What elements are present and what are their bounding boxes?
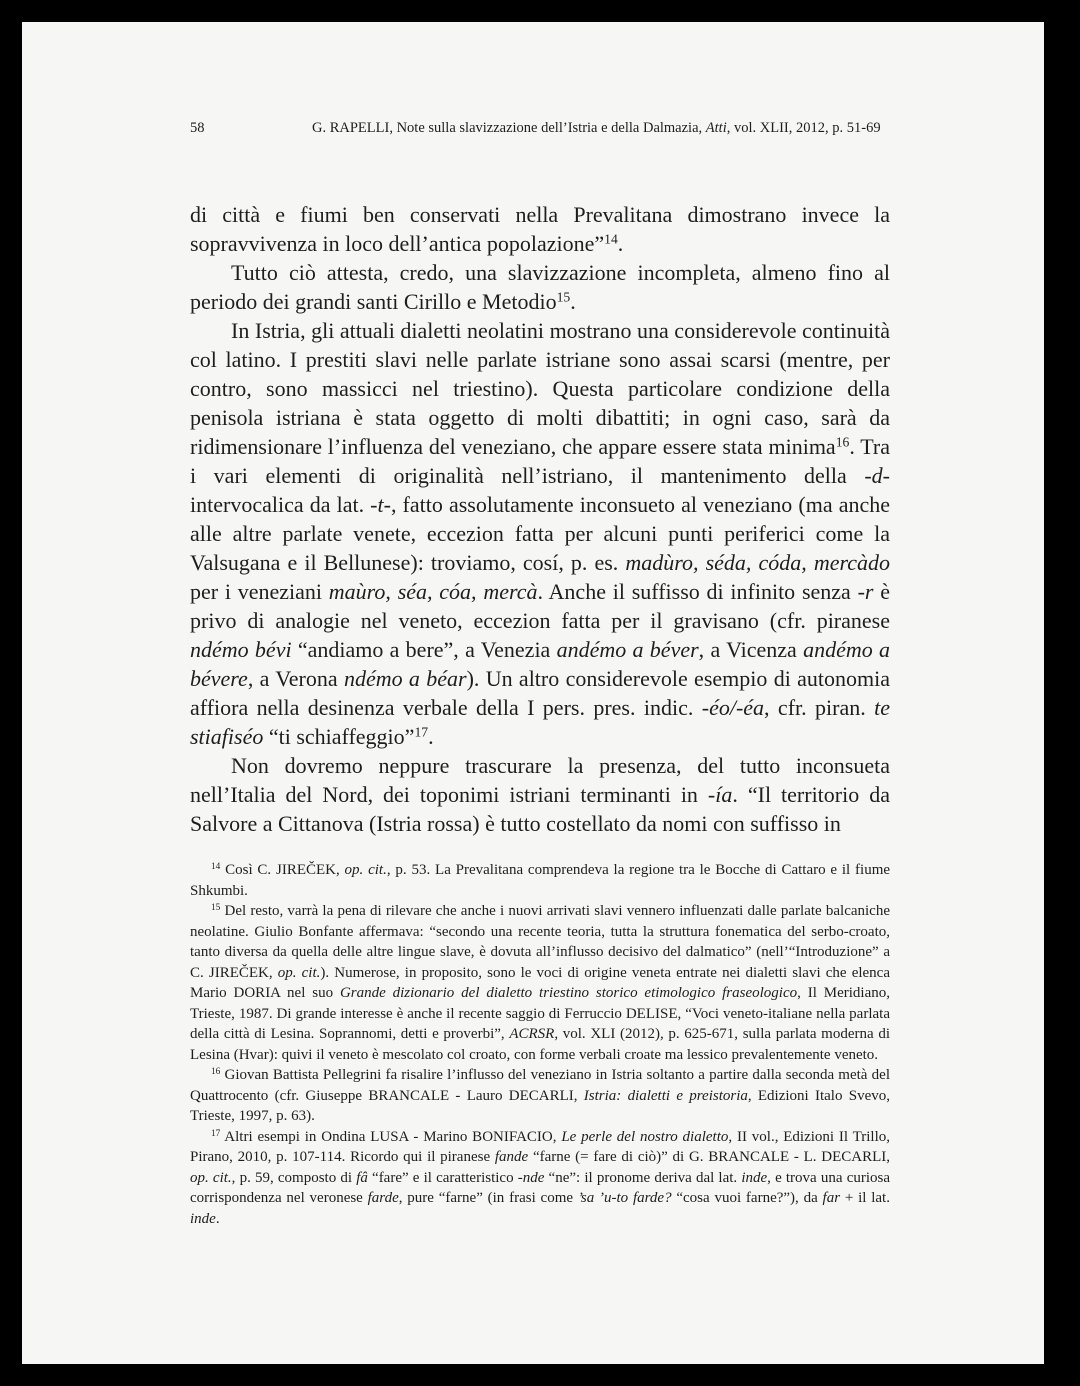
paragraph-text: di città e fiumi ben conservati nella Prevalitana dimostrano invece la sopravvivenza in loco dell’antica popolazione” <box>190 202 890 256</box>
footnote-text: Così C. JIREČEK, <box>220 862 345 878</box>
paragraph-text: , cfr. piran. <box>764 695 875 720</box>
footnote-italic: farde <box>367 1190 399 1206</box>
italic-term: -t- <box>370 492 391 517</box>
footnote-ref-16[interactable]: 16 <box>835 434 850 450</box>
paragraph-text: , fatto assolutamente inconsueto al veneziano (ma anche alle altre parlate venete, eccezion fatta per alcuni punti periferici come la Valsugana e il Bellunese): troviamo, cosí, p. es. <box>190 492 890 575</box>
paragraph-text: . <box>617 231 624 256</box>
italic-term: maùro, séa, cóa, mercà <box>328 579 538 604</box>
paragraph-text: Non dovremo neppure trascurare la presenza, del tutto inconsueta nell’Italia del Nord, dei toponimi istriani terminanti in <box>190 753 890 807</box>
paragraph-text: Tutto ciò attesta, credo, una slavizzazione incompleta, almeno fino al periodo dei grandi santi Cirillo e Metodio <box>190 260 890 314</box>
paragraph-text: . Anche il suffisso di infinito senza <box>537 579 858 604</box>
footnote-italic: op. cit. <box>190 1169 232 1186</box>
footnote-ref-14[interactable]: 14 <box>604 231 618 247</box>
footnote-number: 15 <box>211 902 221 913</box>
body-text <box>190 200 890 838</box>
footnote-text: , Il Meridiano, Trieste, 1987. Di grande interesse è anche il recente saggio di Ferruccio DELISE, “Voci veneto-italiane nella parlata della città di Lesina. Soprannomi, detti e proverbi”, <box>190 985 890 1042</box>
italic-term: -d- <box>864 463 890 488</box>
paragraph-4 <box>190 751 890 838</box>
footnote-text: Del resto, varrà la pena di rilevare che anche i nuovi arrivati slavi vennero influenzati dalle parlate balcaniche neolatine. Giulio Bonfante affermava: “secondo una recente teoria, tutta la struttura fonematica del serbo-croato, tanto diversa da quella delle altre lingue slave, è dovuta all’influsso decisivo del dalmatico” (nell’“Introduzione” a C. JIREČEK, <box>190 903 890 981</box>
paragraph-1 <box>190 200 890 258</box>
footnote-italic: fâ <box>356 1169 368 1186</box>
footnote-17 <box>190 1127 890 1230</box>
paragraph-text: “ti schiaffeggio” <box>263 724 415 749</box>
footnote-italic: ’sa ’u-to farde? <box>577 1190 672 1206</box>
italic-term: andémo a bévere <box>190 637 891 691</box>
italic-term: ndémo bévi <box>190 637 292 662</box>
italic-term: ndémo a béar <box>343 666 467 691</box>
footnote-text: . <box>215 1210 220 1227</box>
italic-term: -ía <box>707 782 733 807</box>
paragraph-2 <box>190 258 890 316</box>
running-head-author-title: G. RAPELLI, Note sulla slavizzazione dell’Istria e della Dalmazia, <box>312 120 706 136</box>
footnote-italic: inde <box>190 1210 216 1227</box>
footnote-text: “farne (= fare di ciò)” di G. BRANCALE - L. DECARLI, <box>528 1149 891 1165</box>
footnote-15 <box>190 901 890 1065</box>
page-number: 58 <box>190 120 205 136</box>
italic-term: -r <box>857 579 874 604</box>
running-head <box>312 120 881 137</box>
footnote-text: , p. 53. La Prevalitana comprendeva la regione tra le Bocche di Cattaro e il fiume Shkumbi. <box>190 862 891 899</box>
footnote-text: , Edizioni Italo Svevo, Trieste, 1997, p. 63). <box>190 1087 890 1124</box>
paragraph-text: ). Un altro considerevole esempio di autonomia affiora nella desinenza verbale della I pers. pres. indic. <box>190 666 890 720</box>
footnote-text: “cosa vuoi farne?”), da <box>671 1190 823 1206</box>
footnote-text: ). Numerose, in proposito, sono le voci di origine veneta entrate nei dialetti slavi che elenca Mario DORIA nel suo <box>190 964 890 1001</box>
document-page <box>22 22 1044 1364</box>
paragraph-text: . “Il territorio da Salvore a Cittanova (Istria rossa) è tutto costellato da nomi con suffisso in <box>190 782 890 836</box>
footnote-italic: far <box>822 1190 841 1206</box>
footnote-italic: ACRSR <box>509 1026 555 1042</box>
paragraph-text: è privo di analogie nel veneto, eccezion fatta per il gravisano (cfr. piranese <box>190 579 890 633</box>
page-header <box>22 116 1044 146</box>
paragraph-text: . Tra i vari elementi di originalità nell’istriano, il mantenimento della <box>190 434 890 488</box>
italic-term: madùro, séda, códa, mercàdo <box>625 550 890 575</box>
paragraph-text: intervocalica da lat. <box>190 492 371 517</box>
italic-term: andémo a béver <box>556 637 699 662</box>
running-head-volume: , vol. XLII, 2012, p. 51-69 <box>726 120 881 136</box>
footnote-italic: inde <box>741 1169 768 1186</box>
footnote-text: Altri esempi in Ondina LUSA - Marino BONIFACIO, <box>220 1128 562 1145</box>
footnote-ref-15[interactable]: 15 <box>556 289 571 305</box>
footnote-italic: Istria: dialetti e preistoria <box>583 1087 748 1104</box>
footnote-italic: op. cit. <box>277 964 321 981</box>
footnote-number: 16 <box>211 1066 221 1077</box>
paragraph-text: , a Vicenza <box>698 637 804 662</box>
paragraph-text: , a Verona <box>247 666 344 691</box>
italic-term: te stiafiséo <box>190 695 890 749</box>
footnote-ref-17[interactable]: 17 <box>414 724 429 740</box>
footnote-text: + il lat. <box>840 1190 890 1206</box>
footnote-italic: -nde <box>517 1169 545 1186</box>
footnote-number: 14 <box>211 861 221 872</box>
paragraph-text: . <box>570 289 576 314</box>
italic-term: -éo/-éa <box>701 695 765 720</box>
footnote-16 <box>190 1065 890 1127</box>
footnote-text: , p. 59, composto di <box>231 1169 357 1186</box>
paragraph-text: . <box>428 724 434 749</box>
footnote-number: 17 <box>211 1128 221 1139</box>
footnote-14 <box>190 860 890 901</box>
footnote-text: , e trova una curiosa corrispondenza nel veronese <box>190 1169 891 1206</box>
footnote-text: Giovan Battista Pellegrini fa risalire l’influsso del veneziano in Istria soltanto a partire dalla seconda metà del Quattrocento (cfr. Giuseppe BRANCALE - Lauro DECARLI, <box>190 1067 890 1104</box>
running-head-journal: Atti <box>705 120 727 136</box>
paragraph-text: “andiamo a bere”, a Venezia <box>291 637 557 662</box>
paragraph-text: per i veneziani <box>190 579 329 604</box>
footnote-text: , II vol., Edizioni Il Trillo, Pirano, 2010, p. 107-114. Ricordo qui il piranese <box>190 1128 891 1165</box>
footnote-text: “fare” e il caratteristico <box>367 1169 518 1186</box>
paragraph-3 <box>190 316 890 751</box>
footnote-text: , pure “farne” (in frasi come <box>398 1190 578 1206</box>
footnote-italic: Grande dizionario del dialetto triestino storico etimologico fraseologico <box>339 985 798 1001</box>
footnote-italic: Le perle del nostro dialetto <box>561 1128 729 1145</box>
footnote-text: , vol. XLI (2012), p. 625-671, sulla parlata moderna di Lesina (Hvar): quivi il veneto è mescolato col croato, con forme verbali croate ma lessico prevalentemente veneto. <box>190 1026 890 1063</box>
footnote-italic: fande <box>494 1149 529 1165</box>
paragraph-text: In Istria, gli attuali dialetti neolatini mostrano una considerevole continuità col latino. I prestiti slavi nelle parlate istriane sono assai scarsi (mentre, per contro, sono massicci nel triestino). Questa particolare condizione della penisola istriana è stata oggetto di molti dibattiti; in ogni caso, sarà da ridimensionare l’influenza del veneziano, che appare essere stata minima <box>190 318 890 459</box>
footnotes <box>190 860 890 1229</box>
footnote-italic: op. cit. <box>344 862 387 878</box>
footnote-text: “ne”: il pronome deriva dal lat. <box>544 1169 742 1186</box>
